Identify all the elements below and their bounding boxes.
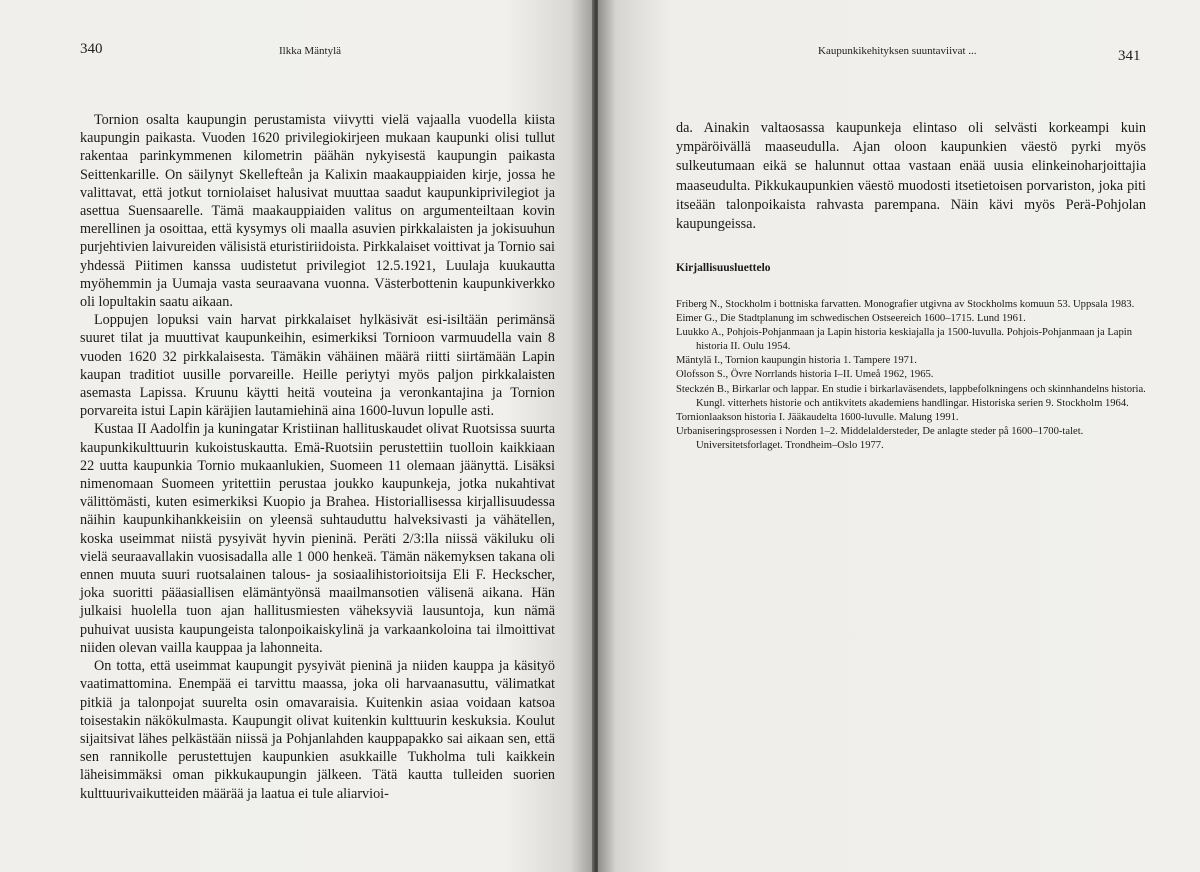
- bibliography-entry: Urbaniseringsprosessen i Norden 1–2. Middelaldersteder, De anlagte steder på 1600–1700-talet. Universitetsforlaget. Trondheim–Oslo 1977.: [676, 425, 1084, 451]
- bibliography-entry: Eimer G., Die Stadtplanung im schwedischen Ostseereich 1600–1715. Lund 1961.: [676, 313, 1026, 325]
- paragraph: On totta, että useimmat kaupungit pysyivät pieninä ja niiden kauppa ja käsityö vaatimattomina. Enempää ei tarvittu maassa, joka oli harvaanasuttu, välimatkat pitkiä ja talonpojat suurelta osin omavaraisia. Kuitenkin asiaa voidaan katsoa toisestakin näkökulmasta. Kaupungit olivat kuitenkin kulttuurin keskuksia. Koulut sijaitsivat lähes pelkästään niissä ja Pohjanlahden kauppapakko sai aikaan sen, että sen rannikolle perustettujen kaupunkien asukkaille Tukholma tuli kaikkein läheisimmäksi oman pikkukaupungin jälkeen. Tätä kautta tulleiden suorien kulttuurivaikutteiden määrää ja laatua ei tule aliarvioi-: [80, 658, 555, 802]
- paragraph: Loppujen lopuksi vain harvat pirkkalaiset hylkäsivät esi-isiltään perimänsä suuret tilat ja muuttivat kaupunkeihin, esimerkiksi Tornioon varmuudella vain 8 vuoden 1620 32 pirkkalaisesta. Tämäkin vähäinen määrä riitti siirtämään Lapin kaupan traditiot uusille porvareille. Heille periytyi myös paljon pirkkalaisten asemasta Lapissa. Kruunu käytti heitä vouteina ja veronkantajina ja Tornion porvareita istui Lapin käräjien lautamiehinä aina 1600-luvun lopulle asti.: [80, 312, 555, 420]
- page-number-left: 340: [80, 41, 103, 57]
- bibliography-entry: Friberg N., Stockholm i bottniska farvatten. Monografier utgivna av Stockholms komuun 53. Uppsala 1983.: [676, 299, 1135, 310]
- paragraph: Tornion osalta kaupungin perustamista viivytti vielä vajaalla vuodella kiista kaupungin paikasta. Vuoden 1620 privilegiokirjeen mukaan kaupunki olisi tullut rakentaa parinkymmenen kilometrin päähän nykyisestä kaupungin paikasta Seittenkarille. On säilynyt Skellefteån ja Kalixin maakauppiaiden kirje, jossa he valittavat, että jotkut torniolaiset halusivat muuttaa saadut kaupunkiprivilegiot ja asettua Suensaarelle. Tämä maakauppiaiden valitus on argumenteiltaan kovin merellinen ja osoittaa, että kysymys oli maalla asuvien pirkkalaisten ja jokisuuhun purjehtivien laivureiden välisistä eturistiriidoista. Pirkkalaiset voittivat ja Tornio sai yhdessä Piitimen kanssa uudistetut privilegiot 12.5.1921, Luulaja kuukautta myöhemmin ja Uumaja vasta seuraavana vuonna. Västerbottenin kaupunkiverkko oli lopultakin saatu aikaan.: [80, 112, 555, 311]
- page-number-right: 341: [1118, 48, 1141, 64]
- paragraph: da. Ainakin valtaosassa kaupunkeja elintaso oli selvästi korkeampi kuin ympäröivällä maaseudulla. Ajan oloon kaupunkien väestö pyrki myös sulkeutumaan eikä se halunnut ottaa vastaan enää uusia elinkeinoharjoittajia maaseudulta. Pikkukaupunkien väestö muodosti itsetietoisen porvariston, joka piti itseään talonpoikaista rahvasta parempana. Näin kävi myös Perä-Pohjolan kaupungeissa.: [676, 120, 1146, 233]
- running-head-right: Kaupunkikehityksen suuntaviivat ...: [818, 45, 977, 57]
- bibliography-entry: Luukko A., Pohjois-Pohjanmaan ja Lapin historia keskiajalla ja 1500-luvulla. Pohjois-Pohjanmaan ja Lapin historia II. Oulu 1954.: [676, 327, 1133, 353]
- bibliography-entry: Steckzén B., Birkarlar och lappar. En studie i birkarlaväsendets, lappbefolkningens och skinnhandelns historia. Kungl. vitterhets historie och antikvitets akademiens handlingar. Historiska serien 9. Stockholm 1964.: [676, 383, 1146, 409]
- bibliography-heading: Kirjallisuusluettelo: [676, 262, 771, 274]
- left-body-text: [80, 111, 555, 803]
- left-page: [0, 0, 594, 872]
- show-through-text: [676, 480, 1156, 840]
- right-body-text: [676, 119, 1146, 234]
- bibliography-entry: Olofsson S., Övre Norrlands historia I–II. Umeå 1962, 1965.: [676, 369, 934, 381]
- bibliography-list: [676, 298, 1152, 453]
- running-head-left: Ilkka Mäntylä: [279, 45, 342, 57]
- bibliography-entry: Mäntylä I., Tornion kaupungin historia 1. Tampere 1971.: [676, 355, 917, 367]
- bibliography-entry: Tornionlaakson historia I. Jääkaudelta 1600-luvulle. Malung 1991.: [676, 411, 959, 423]
- paragraph: Kustaa II Aadolfin ja kuningatar Kristiinan hallituskaudet olivat Ruotsissa suurta kaupunkikulttuurin kukoistuskautta. Emä-Ruotsiin perustettiin tuolloin kaikkiaan 22 uutta kaupunkia Tornio mukaanlukien, Suomeen 11 olemaan jäänyttä. Lisäksi nimenomaan Suomeen yritettiin perustaa joukko kaupunkeja, jotka nukahtivat välittömästi, kuten esimerkiksi Kuopio ja Brahea. Historiallisessa kirjallisuudessa näihin kaupunkihankkeisiin on yleensä suhtauduttu halveksivasti ja vähätellen, koska useimmat niistä pysyivät hyvin pieninä. Peräti 2/3:lla niissä väkiluku oli vielä seuraavallakin vuosisadalla alle 1 000 henkeä. Tämän näkemyksen takana oli ennen muuta suuri ruotsalainen talous- ja sosiaalihistorioitsija Eli F. Heckscher, joka suoritti pääasiallisen elämäntyönsä maailmansotien välisenä aikana. Hän julkaisi huolella tuon ajan hallitusmiesten väheksyviä lausuntoja, kun nämä puhuivat uusista kaupungeista talonpoikaiskylinä ja varkaankoloina tai ilmoittivat niiden olevan vailla kauppaa ja lahonneita.: [80, 421, 555, 656]
